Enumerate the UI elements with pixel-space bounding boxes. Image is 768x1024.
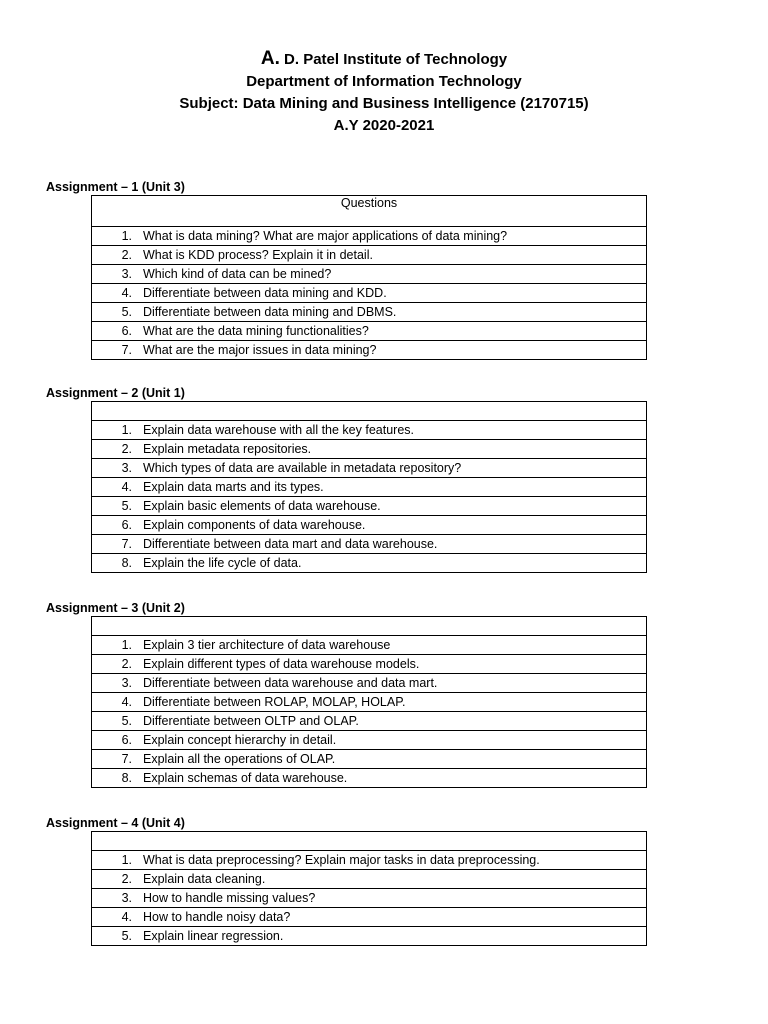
subject-line: Subject: Data Mining and Business Intelligence (2170715)	[179, 95, 589, 112]
table-row	[92, 851, 647, 870]
question-text: Differentiate between data mining and KDD.	[143, 286, 387, 300]
institute-name	[0, 48, 768, 71]
question-text: What are the data mining functionalities?	[143, 324, 369, 338]
table-row	[92, 712, 647, 731]
table-row	[92, 421, 647, 440]
question-cell	[92, 535, 647, 554]
table-row	[92, 440, 647, 459]
question-text: Explain all the operations of OLAP.	[143, 752, 336, 766]
question-number: 3.	[121, 676, 132, 690]
question-cell	[92, 927, 647, 946]
table-header-cell	[92, 832, 647, 851]
question-cell	[92, 908, 647, 927]
question-cell	[92, 693, 647, 712]
question-cell	[92, 655, 647, 674]
question-number: 4.	[121, 286, 132, 300]
questions-table	[91, 401, 647, 573]
question-text: Differentiate between OLTP and OLAP.	[143, 714, 359, 728]
table-row	[92, 322, 647, 341]
question-text: How to handle missing values?	[143, 891, 316, 905]
question-number: 1.	[121, 638, 132, 652]
question-text: What is data preprocessing? Explain major tasks in data preprocessing.	[143, 853, 540, 867]
table-row	[92, 497, 647, 516]
question-text: Explain data warehouse with all the key features.	[143, 423, 414, 437]
assignment-section	[46, 815, 648, 946]
question-cell	[92, 731, 647, 750]
question-text: Explain 3 tier architecture of data warehouse	[143, 638, 391, 652]
table-row	[92, 341, 647, 360]
question-cell	[92, 769, 647, 788]
question-cell	[92, 421, 647, 440]
table-row	[92, 870, 647, 889]
question-number: 7.	[121, 537, 132, 551]
table-row	[92, 889, 647, 908]
table-header-cell: Questions	[92, 196, 647, 227]
question-item	[92, 421, 646, 439]
question-number: 5.	[121, 305, 132, 319]
questions-table	[91, 616, 647, 788]
question-cell	[92, 322, 647, 341]
question-item	[92, 516, 646, 534]
question-cell	[92, 889, 647, 908]
table-header-row	[92, 196, 647, 227]
question-item	[92, 303, 646, 321]
question-cell	[92, 674, 647, 693]
question-text: What are the major issues in data mining?	[143, 343, 377, 357]
question-number: 2.	[121, 442, 132, 456]
question-number: 5.	[121, 714, 132, 728]
question-item	[92, 750, 646, 768]
assignment-section	[46, 179, 648, 360]
question-cell	[92, 712, 647, 731]
question-item	[92, 731, 646, 749]
question-cell	[92, 246, 647, 265]
question-number: 7.	[121, 343, 132, 357]
question-text: Explain basic elements of data warehouse.	[143, 499, 381, 513]
question-text: Differentiate between data warehouse and data mart.	[143, 676, 438, 690]
question-text: How to handle noisy data?	[143, 910, 291, 924]
question-number: 7.	[121, 752, 132, 766]
question-cell	[92, 478, 647, 497]
question-number: 3.	[121, 891, 132, 905]
assignment-title: Assignment – 3 (Unit 2)	[46, 601, 185, 615]
question-item	[92, 459, 646, 477]
table-row	[92, 674, 647, 693]
question-cell	[92, 227, 647, 246]
table-row	[92, 655, 647, 674]
question-item	[92, 284, 646, 302]
question-cell	[92, 440, 647, 459]
assignment-section	[46, 385, 648, 573]
question-number: 1.	[121, 229, 132, 243]
table-row	[92, 554, 647, 573]
table-header-cell	[92, 617, 647, 636]
table-header-cell	[92, 402, 647, 421]
assignment-title: Assignment – 4 (Unit 4)	[46, 816, 185, 830]
table-header-row	[92, 832, 647, 851]
table-row	[92, 750, 647, 769]
question-number: 6.	[121, 518, 132, 532]
table-row	[92, 927, 647, 946]
table-row	[92, 535, 647, 554]
question-text: What is data mining? What are major applications of data mining?	[143, 229, 508, 243]
department-name: Department of Information Technology	[246, 73, 522, 90]
table-row	[92, 516, 647, 535]
table-row	[92, 731, 647, 750]
question-cell	[92, 851, 647, 870]
table-row	[92, 265, 647, 284]
table-row	[92, 908, 647, 927]
question-cell	[92, 284, 647, 303]
question-number: 4.	[121, 480, 132, 494]
question-item	[92, 870, 646, 888]
question-item	[92, 636, 646, 654]
table-row	[92, 636, 647, 655]
question-text: Explain metadata repositories.	[143, 442, 312, 456]
question-number: 2.	[121, 248, 132, 262]
question-item	[92, 889, 646, 907]
table-header-row	[92, 617, 647, 636]
institute-initial: A.	[260, 48, 280, 69]
questions-table	[91, 831, 647, 946]
question-number: 5.	[121, 929, 132, 943]
question-text: Explain the life cycle of data.	[143, 556, 302, 570]
question-text: Explain data cleaning.	[143, 872, 266, 886]
question-number: 3.	[121, 461, 132, 475]
question-number: 1.	[121, 853, 132, 867]
question-text: Explain data marts and its types.	[143, 480, 324, 494]
question-item	[92, 674, 646, 692]
question-text: Differentiate between data mart and data warehouse.	[143, 537, 438, 551]
question-text: Differentiate between data mining and DBMS.	[143, 305, 397, 319]
question-item	[92, 908, 646, 926]
question-cell	[92, 636, 647, 655]
question-cell	[92, 497, 647, 516]
question-number: 6.	[121, 733, 132, 747]
question-item	[92, 712, 646, 730]
question-text: Explain components of data warehouse.	[143, 518, 366, 532]
institute-name-rest: D. Patel Institute of Technology	[279, 51, 508, 68]
question-cell	[92, 870, 647, 889]
question-text: Which kind of data can be mined?	[143, 267, 332, 281]
table-row	[92, 693, 647, 712]
question-item	[92, 554, 646, 572]
question-item	[92, 341, 646, 359]
question-item	[92, 265, 646, 283]
table-row	[92, 284, 647, 303]
question-cell	[92, 750, 647, 769]
question-number: 4.	[121, 910, 132, 924]
question-number: 3.	[121, 267, 132, 281]
question-text: What is KDD process? Explain it in detail.	[143, 248, 373, 262]
question-cell	[92, 341, 647, 360]
academic-year: A.Y 2020-2021	[333, 117, 435, 134]
question-item	[92, 440, 646, 458]
questions-table	[91, 195, 647, 360]
table-row	[92, 227, 647, 246]
question-item	[92, 478, 646, 496]
question-number: 6.	[121, 324, 132, 338]
question-cell	[92, 459, 647, 478]
assignment-section	[46, 600, 648, 788]
question-item	[92, 246, 646, 264]
question-item	[92, 851, 646, 869]
question-item	[92, 927, 646, 945]
table-header-row	[92, 402, 647, 421]
table-row	[92, 246, 647, 265]
question-text: Explain schemas of data warehouse.	[143, 771, 348, 785]
question-item	[92, 227, 646, 245]
question-item	[92, 322, 646, 340]
question-text: Explain linear regression.	[143, 929, 284, 943]
question-cell	[92, 516, 647, 535]
question-cell	[92, 303, 647, 322]
assignment-title: Assignment – 2 (Unit 1)	[46, 386, 185, 400]
question-number: 4.	[121, 695, 132, 709]
question-text: Which types of data are available in metadata repository?	[143, 461, 462, 475]
question-cell	[92, 265, 647, 284]
question-text: Differentiate between ROLAP, MOLAP, HOLAP.	[143, 695, 406, 709]
question-number: 8.	[121, 771, 132, 785]
document-header	[0, 48, 768, 137]
question-item	[92, 497, 646, 515]
table-row	[92, 478, 647, 497]
table-row	[92, 459, 647, 478]
question-text: Explain different types of data warehouse models.	[143, 657, 420, 671]
question-number: 8.	[121, 556, 132, 570]
question-item	[92, 693, 646, 711]
table-row	[92, 303, 647, 322]
question-number: 2.	[121, 872, 132, 886]
question-item	[92, 769, 646, 787]
table-row	[92, 769, 647, 788]
question-text: Explain concept hierarchy in detail.	[143, 733, 337, 747]
question-cell	[92, 554, 647, 573]
question-number: 2.	[121, 657, 132, 671]
question-item	[92, 655, 646, 673]
question-item	[92, 535, 646, 553]
question-number: 1.	[121, 423, 132, 437]
assignment-title: Assignment – 1 (Unit 3)	[46, 180, 185, 194]
question-number: 5.	[121, 499, 132, 513]
